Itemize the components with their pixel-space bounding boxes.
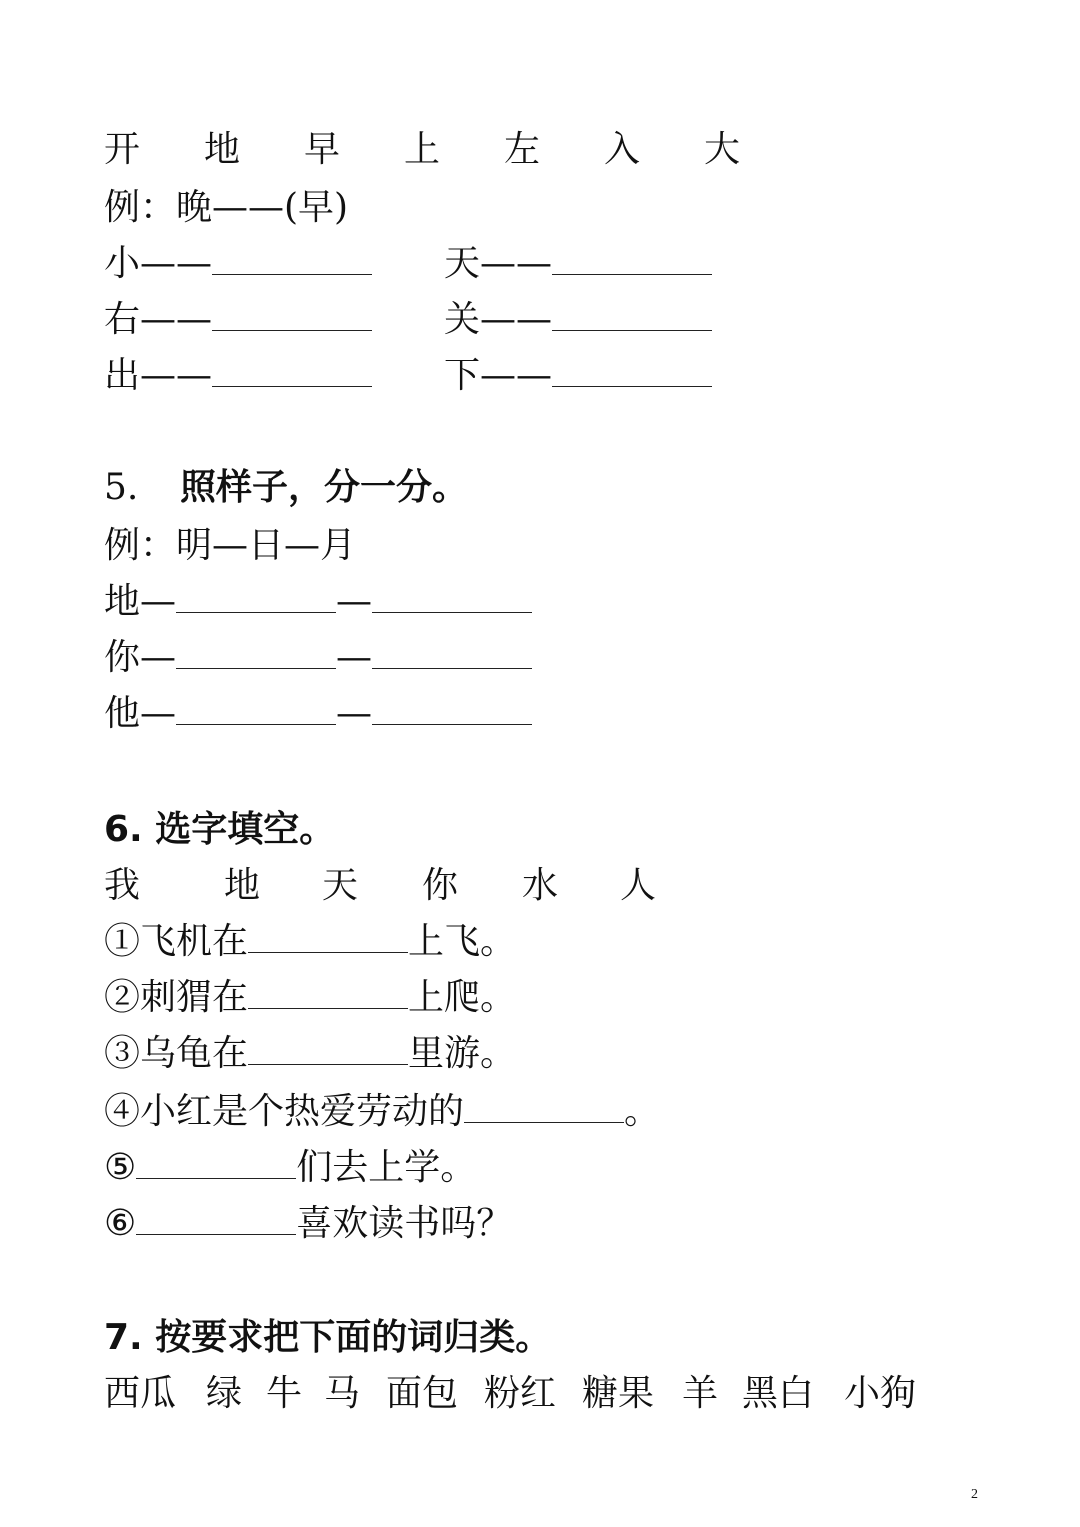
fill-char-list	[104, 864, 656, 908]
answer-blank[interactable]	[212, 356, 372, 387]
antonym-pair-right	[444, 354, 712, 398]
word-item: 西瓜	[104, 1373, 177, 1414]
word-item: 牛	[266, 1373, 303, 1414]
antonym-prompt: 出——	[104, 355, 213, 396]
antonym-row	[104, 354, 804, 398]
answer-blank[interactable]	[176, 582, 336, 613]
char-option: 大	[704, 129, 741, 170]
fill-sentence	[104, 1090, 660, 1134]
sentence-end: 喜欢读书吗？	[296, 1203, 513, 1244]
char-option: 早	[304, 129, 341, 170]
char-option: 我	[104, 865, 141, 906]
fill-sentence	[104, 1146, 476, 1190]
word-item: 黑白	[742, 1373, 815, 1414]
answer-blank[interactable]	[248, 1034, 408, 1065]
fill-sentence	[104, 1032, 516, 1076]
char-option: 上	[404, 129, 441, 170]
split-separator: —	[336, 637, 373, 678]
page-number: 2	[971, 1487, 978, 1502]
char-option: 水	[522, 865, 559, 906]
answer-blank[interactable]	[464, 1092, 624, 1123]
sentence-start: ④小红是个热爱劳动的	[104, 1091, 465, 1132]
split-separator: —	[336, 581, 373, 622]
sentence-end: 上爬。	[408, 977, 517, 1018]
answer-blank[interactable]	[176, 638, 336, 669]
fill-sentence	[104, 1202, 512, 1246]
section-5-heading	[104, 466, 468, 510]
split-prompt: 他—	[104, 693, 177, 734]
split-example: 例：明—日—月	[104, 525, 357, 566]
antonym-prompt: 天——	[444, 243, 553, 284]
answer-blank[interactable]	[552, 244, 712, 275]
word-list	[104, 1372, 916, 1416]
char-option: 地	[224, 865, 261, 906]
word-item: 羊	[682, 1373, 719, 1414]
word-item: 糖果	[582, 1373, 655, 1414]
fill-sentence	[104, 976, 516, 1020]
answer-blank[interactable]	[552, 356, 712, 387]
word-item: 马	[324, 1373, 361, 1414]
char-option: 你	[422, 865, 459, 906]
antonym-char-list	[104, 128, 740, 172]
char-option: 开	[104, 129, 141, 170]
answer-blank[interactable]	[248, 922, 408, 953]
answer-blank[interactable]	[552, 300, 712, 331]
word-item: 粉红	[484, 1373, 557, 1414]
sentence-end: 。	[624, 1091, 661, 1132]
answer-blank[interactable]	[176, 694, 336, 725]
section-title: 照样子，分一分。	[180, 467, 469, 508]
answer-blank[interactable]	[372, 638, 532, 669]
sentence-end: 上飞。	[408, 921, 517, 962]
section-number: 5.	[104, 467, 139, 508]
fill-sentence	[104, 920, 516, 964]
split-row	[104, 636, 532, 680]
word-item: 面包	[386, 1373, 459, 1414]
answer-blank[interactable]	[136, 1204, 296, 1235]
answer-blank[interactable]	[372, 694, 532, 725]
split-row	[104, 692, 532, 736]
word-item: 绿	[206, 1373, 243, 1414]
answer-blank[interactable]	[212, 300, 372, 331]
antonym-prompt: 右——	[104, 299, 213, 340]
sentence-start: ③乌龟在	[104, 1033, 249, 1074]
split-prompt: 地—	[104, 581, 177, 622]
split-separator: —	[336, 693, 373, 734]
sentence-end: 里游。	[408, 1033, 517, 1074]
answer-blank[interactable]	[212, 244, 372, 275]
antonym-pair-right	[444, 242, 712, 286]
antonym-pair-right	[444, 298, 712, 342]
char-option: 入	[604, 129, 641, 170]
split-row	[104, 580, 532, 624]
antonym-prompt: 关——	[444, 299, 553, 340]
split-prompt: 你—	[104, 637, 177, 678]
section-7-heading: 7. 按要求把下面的词归类。	[104, 1317, 552, 1358]
section-6-heading: 6. 选字填空。	[104, 809, 336, 850]
char-option: 地	[204, 129, 241, 170]
char-option: 天	[322, 865, 359, 906]
antonym-example: 例：晚——(早)	[104, 187, 349, 228]
antonym-row	[104, 242, 804, 286]
sentence-start: ⑥	[104, 1203, 137, 1244]
answer-blank[interactable]	[248, 978, 408, 1009]
answer-blank[interactable]	[136, 1148, 296, 1179]
sentence-end: 们去上学。	[296, 1147, 477, 1188]
char-option: 人	[620, 865, 657, 906]
sentence-start: ②刺猬在	[104, 977, 249, 1018]
char-option: 左	[504, 129, 541, 170]
antonym-row	[104, 298, 804, 342]
word-item: 小狗	[844, 1373, 917, 1414]
sentence-start: ①飞机在	[104, 921, 249, 962]
answer-blank[interactable]	[372, 582, 532, 613]
sentence-start: ⑤	[104, 1147, 137, 1188]
antonym-prompt: 小——	[104, 243, 213, 284]
antonym-prompt: 下——	[444, 355, 553, 396]
